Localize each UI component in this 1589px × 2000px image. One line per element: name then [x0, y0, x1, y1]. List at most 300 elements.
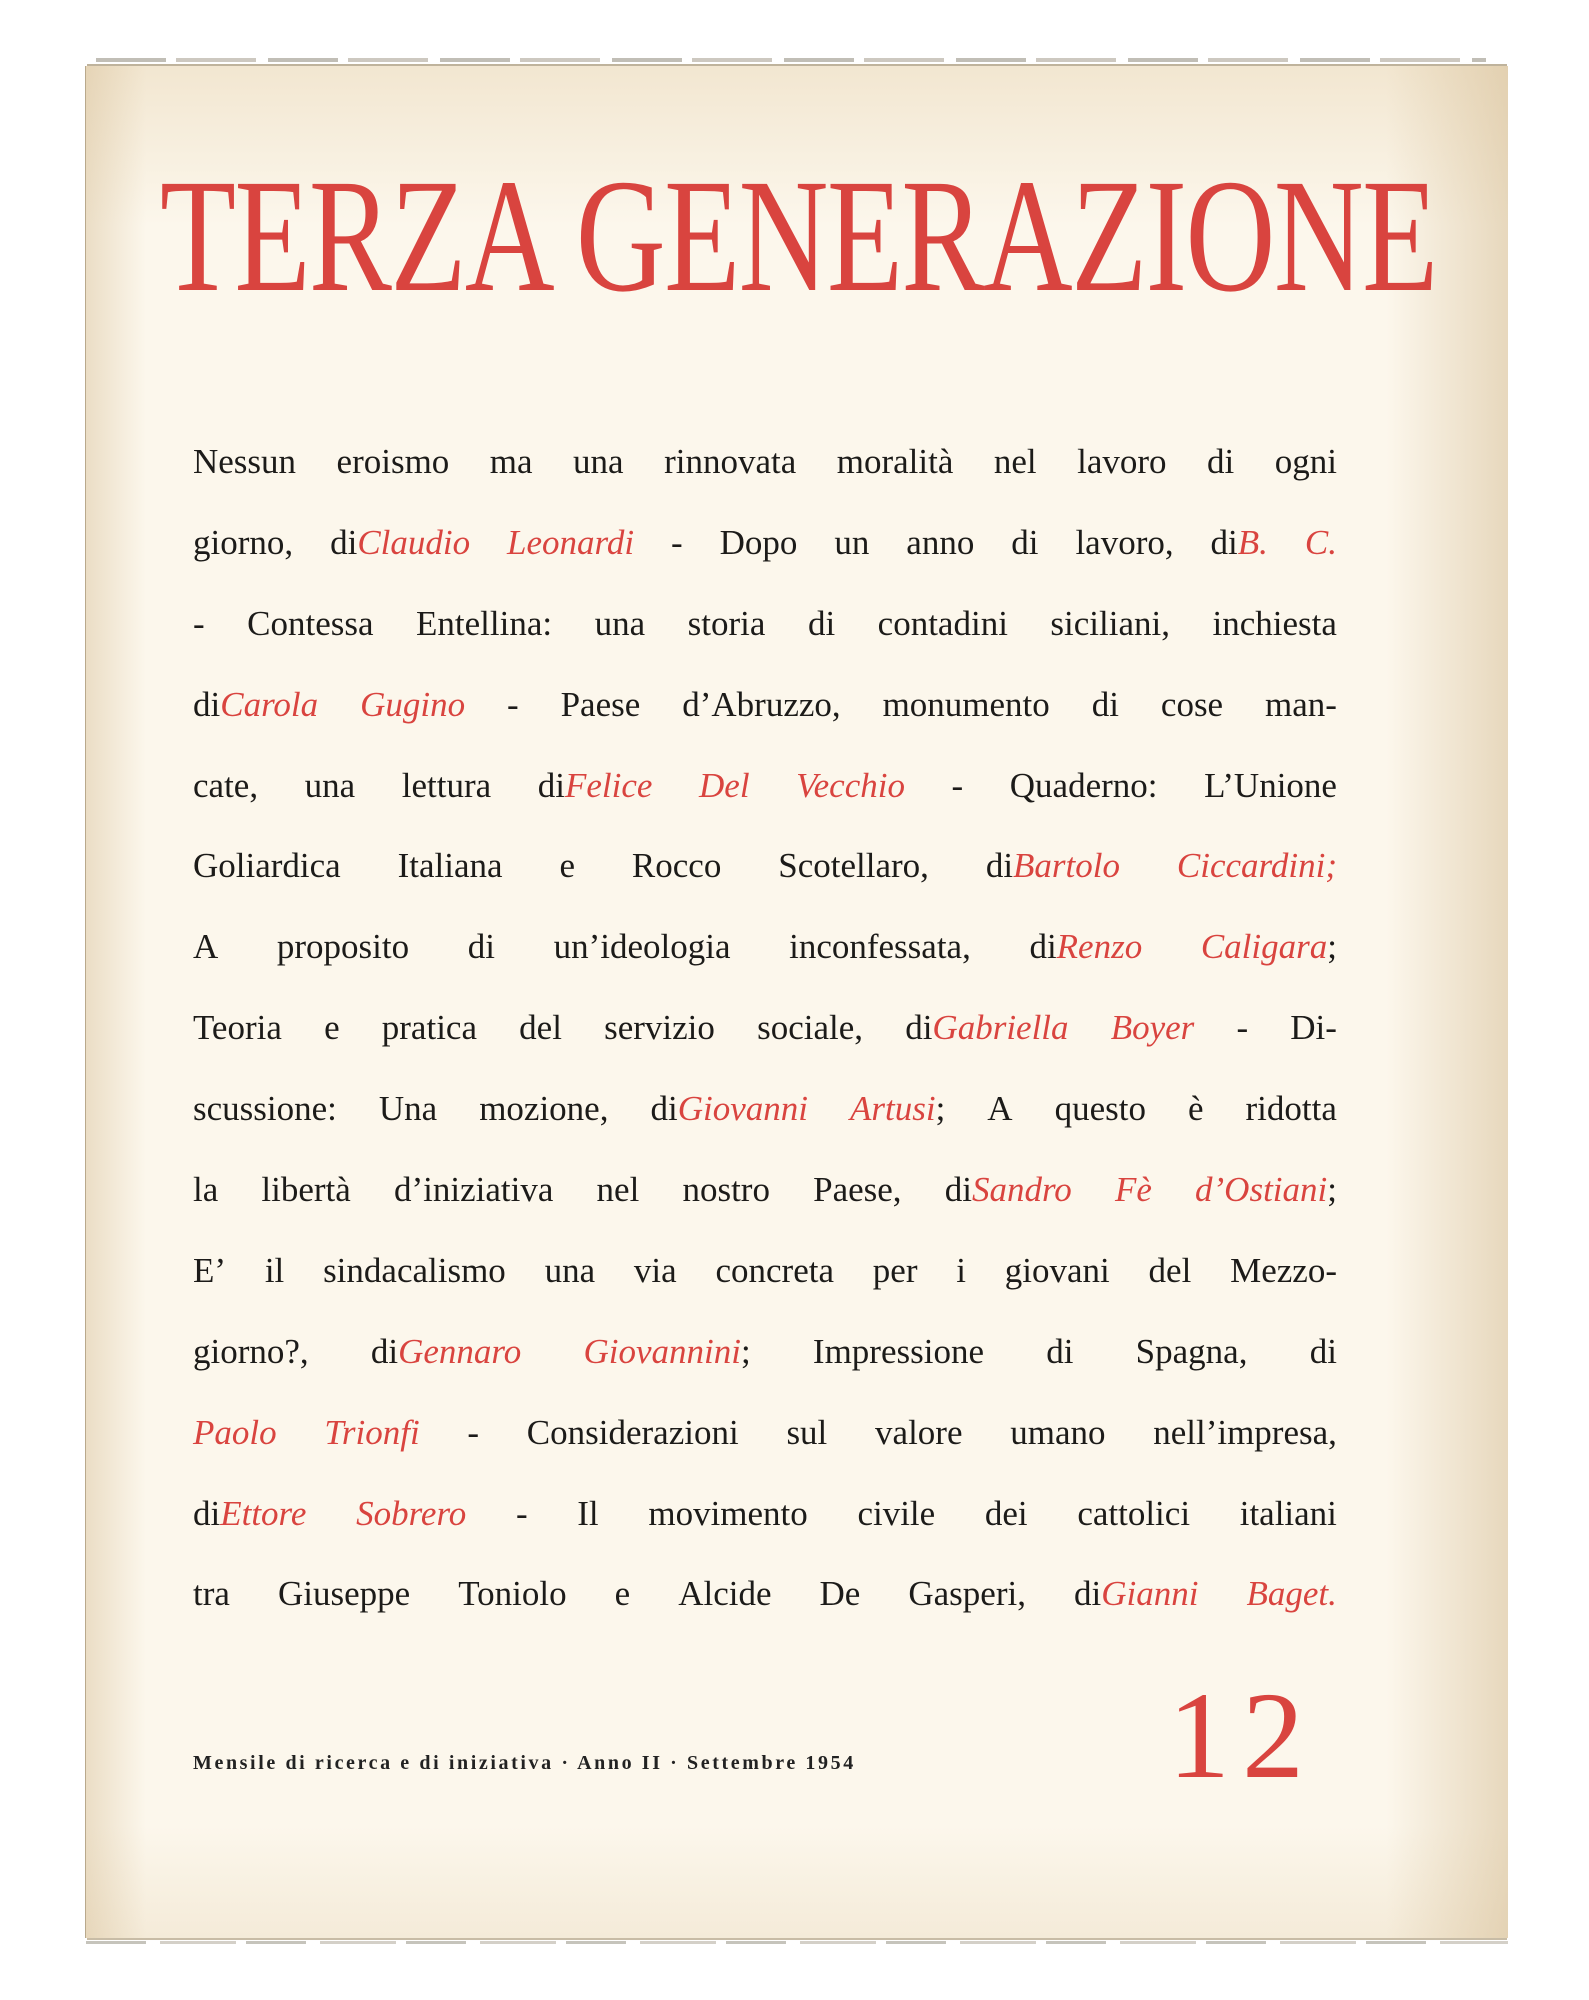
contents-word	[193, 988, 282, 1069]
contents-word	[994, 422, 1037, 503]
article-text: d’iniziativa	[393, 1170, 554, 1210]
article-text: Quaderno:	[1009, 765, 1158, 805]
author-name-word	[1201, 907, 1337, 988]
article-text: Entellina:	[416, 603, 553, 643]
contents-word	[595, 584, 646, 665]
author-name: Paolo	[193, 1412, 277, 1452]
author-name: Ciccardini;	[1176, 846, 1337, 886]
article-text: -	[1236, 1008, 1249, 1048]
article-text: E’	[193, 1250, 227, 1290]
table-of-contents	[193, 422, 1337, 1635]
author-name-word	[371, 1312, 521, 1393]
contents-word	[527, 1393, 739, 1474]
contents-word	[1212, 584, 1336, 665]
contents-word	[479, 1069, 608, 1150]
contents-word	[379, 1069, 437, 1150]
author-name-word	[1211, 503, 1268, 584]
article-text: un’ideologia	[553, 927, 731, 967]
article-text: di	[193, 684, 221, 724]
author-name-word	[193, 665, 318, 746]
author-name: Claudio	[357, 522, 471, 562]
article-text: Toniolo	[458, 1574, 567, 1614]
article-text: Il	[577, 1493, 599, 1533]
contents-word	[952, 746, 964, 827]
article-text: sindacalismo	[323, 1250, 506, 1290]
contents-word	[873, 1231, 918, 1312]
article-text: di	[1011, 522, 1039, 562]
contents-word	[193, 1231, 226, 1312]
article-text: storia	[687, 603, 766, 643]
contents-word	[1075, 503, 1173, 584]
contents-word	[416, 584, 552, 665]
article-text: di	[1029, 927, 1057, 967]
article-text: Rocco	[631, 846, 722, 886]
article-text: e	[614, 1574, 631, 1614]
page-edge-top	[96, 58, 1486, 62]
article-text: man-	[1265, 684, 1337, 724]
author-name: Giovanni	[677, 1089, 808, 1129]
article-text: via	[633, 1250, 677, 1290]
article-text: lavoro,	[1075, 522, 1174, 562]
contents-word	[337, 422, 450, 503]
author-name: Gugino	[360, 684, 466, 724]
contents-word	[1240, 1474, 1337, 1555]
author-name: Leonardi	[507, 522, 635, 562]
article-text: lavoro	[1077, 442, 1167, 481]
contents-word	[1275, 422, 1337, 503]
contents-word	[1230, 1231, 1337, 1312]
contents-word	[193, 1312, 309, 1393]
article-text: di	[985, 846, 1014, 886]
article-text: del	[519, 1008, 562, 1048]
author-name: B.	[1237, 522, 1268, 562]
author-name-word	[583, 1312, 750, 1393]
article-text: inconfessata,	[789, 927, 971, 967]
article-text: per	[872, 1250, 918, 1290]
contents-word	[883, 665, 1050, 746]
contents-word	[519, 988, 562, 1069]
contents-word	[265, 1231, 284, 1312]
article-text: ;	[1327, 1170, 1337, 1210]
author-name: Gennaro	[398, 1331, 522, 1371]
article-text: siciliani,	[1050, 603, 1170, 643]
article-text: una	[594, 603, 646, 643]
article-text: di	[807, 603, 836, 643]
contents-word	[837, 422, 954, 503]
author-name: Gianni	[1101, 1574, 1199, 1614]
contents-line	[193, 988, 1337, 1069]
contents-line	[193, 746, 1337, 827]
article-text: ma	[489, 442, 533, 481]
author-name-word	[330, 503, 470, 584]
contents-word	[193, 826, 341, 907]
contents-word	[875, 1393, 962, 1474]
article-text: cose	[1160, 684, 1224, 724]
contents-word	[193, 1069, 337, 1150]
author-name: Carola	[220, 684, 319, 724]
article-text: Contessa	[247, 603, 374, 643]
contents-word	[305, 746, 356, 827]
author-name: Ettore	[220, 1493, 307, 1533]
contents-word	[193, 907, 218, 988]
article-text: rinnovata	[664, 442, 797, 481]
contents-word	[682, 1150, 770, 1231]
article-text: ogni	[1274, 442, 1337, 481]
contents-word	[467, 1393, 479, 1474]
author-name-word	[1305, 503, 1337, 584]
author-name: Felice	[565, 765, 653, 805]
contents-word	[678, 1554, 771, 1635]
author-name: Del	[699, 765, 750, 805]
article-text: la	[193, 1170, 219, 1210]
article-text: A	[193, 927, 219, 967]
article-text: ridotta	[1245, 1089, 1337, 1129]
author-name-word	[1195, 1150, 1337, 1231]
article-text: Teoria	[193, 1008, 282, 1048]
author-name: Giovannini	[583, 1331, 741, 1371]
author-name-word	[538, 746, 653, 827]
article-text: De	[819, 1574, 861, 1614]
article-text: italiani	[1239, 1493, 1337, 1533]
contents-word	[261, 1150, 350, 1231]
article-text: di	[1046, 1331, 1074, 1371]
contents-word	[597, 1150, 640, 1231]
article-text: di	[330, 522, 358, 562]
article-text: Scotellaro,	[778, 846, 929, 886]
author-name: Artusi	[849, 1089, 936, 1129]
contents-word	[857, 1474, 935, 1555]
article-text: cattolici	[1077, 1493, 1191, 1533]
contents-word	[247, 584, 373, 665]
contents-word	[1188, 1069, 1204, 1150]
contents-word	[468, 907, 495, 988]
contents-word	[1011, 503, 1038, 584]
author-name: Caligara	[1200, 927, 1328, 967]
contents-word	[786, 1393, 827, 1474]
author-name: Fè	[1114, 1170, 1152, 1210]
article-text: proposito	[276, 927, 410, 967]
contents-line	[193, 1393, 1337, 1474]
contents-word	[778, 826, 929, 907]
article-text: servizio	[604, 1008, 715, 1048]
contents-word	[906, 503, 974, 584]
author-name: Renzo	[1056, 927, 1143, 967]
article-text: pratica	[381, 1008, 477, 1048]
contents-word	[458, 1554, 566, 1635]
issue-number: 12	[1168, 1667, 1316, 1804]
article-text: giovani	[1004, 1250, 1110, 1290]
author-name-word	[796, 746, 905, 827]
article-text: movimento	[648, 1493, 808, 1533]
article-text: Dopo	[719, 522, 798, 562]
contents-word	[834, 503, 869, 584]
contents-word	[398, 826, 503, 907]
article-text: Gasperi,	[908, 1574, 1026, 1614]
article-text: dei	[984, 1493, 1028, 1533]
contents-line	[193, 503, 1337, 584]
author-name: Trionfi	[324, 1412, 420, 1452]
author-name-word	[1115, 1150, 1152, 1231]
contents-word	[490, 422, 533, 503]
author-name: Sobrero	[356, 1493, 467, 1533]
contents-word	[193, 746, 258, 827]
article-text: -	[193, 603, 205, 643]
contents-word	[813, 1312, 984, 1393]
magazine-title	[160, 147, 1437, 326]
contents-word	[1149, 1231, 1192, 1312]
article-text: di	[944, 1170, 972, 1210]
article-text: A	[987, 1089, 1013, 1129]
author-name-word	[193, 1393, 277, 1474]
article-text: una	[544, 1250, 596, 1290]
author-name-word	[1177, 826, 1337, 907]
contents-line	[193, 1312, 1337, 1393]
article-text: umano	[1010, 1412, 1106, 1452]
article-text: -	[507, 684, 519, 724]
contents-word	[820, 1554, 861, 1635]
article-text: valore	[875, 1412, 963, 1452]
contents-word	[715, 1231, 834, 1312]
contents-word	[193, 1150, 218, 1231]
contents-word	[757, 988, 863, 1069]
contents-word	[985, 1474, 1028, 1555]
contents-word	[193, 1554, 230, 1635]
contents-word	[789, 907, 971, 988]
contents-word	[1136, 1312, 1248, 1393]
article-text: cate,	[193, 765, 259, 805]
article-text: tra	[193, 1574, 230, 1614]
contents-word	[402, 746, 491, 827]
article-text: giorno?,	[193, 1331, 309, 1371]
contents-line	[193, 1231, 1337, 1312]
contents-word	[908, 1554, 1026, 1635]
article-text: Paese,	[813, 1170, 902, 1210]
contents-word	[1207, 422, 1234, 503]
article-text: nell’impresa,	[1153, 1412, 1337, 1452]
contents-word	[878, 584, 1008, 665]
article-text: lettura	[401, 765, 492, 805]
contents-word	[664, 422, 796, 503]
article-text: Goliardica	[193, 846, 341, 886]
author-name: C.	[1304, 522, 1337, 562]
contents-word	[323, 1231, 506, 1312]
article-text: Mezzo-	[1230, 1250, 1337, 1290]
article-text: di	[1091, 684, 1119, 724]
article-text: una	[573, 442, 624, 481]
article-text: di	[1207, 442, 1235, 481]
magazine-cover	[86, 66, 1508, 1938]
article-text: eroismo	[336, 442, 450, 481]
article-text: L’Unione	[1204, 765, 1337, 805]
contents-word	[545, 1231, 596, 1312]
article-text: libertà	[261, 1170, 351, 1210]
article-text: inchiesta	[1212, 603, 1337, 643]
article-text: anno	[906, 522, 975, 562]
contents-word	[808, 584, 835, 665]
contents-word	[1265, 665, 1337, 746]
article-text: concreta	[715, 1250, 834, 1290]
contents-word	[577, 1474, 598, 1555]
contents-word	[394, 1150, 553, 1231]
article-text: il	[264, 1250, 285, 1290]
contents-word	[559, 826, 575, 907]
author-name: Boyer	[1110, 1008, 1195, 1048]
contents-line	[193, 1069, 1337, 1150]
article-text: Impressione	[812, 1331, 984, 1371]
article-text: una	[304, 765, 356, 805]
article-text: d’Abruzzo,	[682, 684, 841, 724]
article-text: ;	[1327, 927, 1337, 967]
author-name-word	[1029, 907, 1142, 988]
article-text: Di-	[1290, 1008, 1337, 1048]
contents-word	[1046, 1312, 1073, 1393]
contents-word	[1050, 584, 1170, 665]
article-text: di	[370, 1331, 399, 1371]
article-text: nostro	[682, 1170, 770, 1210]
contents-word	[813, 1150, 901, 1231]
article-text: monumento	[882, 684, 1050, 724]
article-text: nel	[993, 442, 1037, 481]
article-text: nel	[596, 1170, 640, 1210]
article-text: di	[905, 1008, 933, 1048]
contents-word	[507, 665, 519, 746]
contents-line	[193, 1150, 1337, 1231]
article-text: di	[1309, 1331, 1337, 1371]
contents-word	[634, 1231, 677, 1312]
contents-word	[987, 1069, 1012, 1150]
article-text: Nessun	[193, 442, 297, 481]
footer-tagline: Mensile di ricerca e di iniziativa · Anno II · Settembre 1954	[193, 1752, 856, 1774]
article-text: di	[537, 765, 565, 805]
contents-word	[1005, 1231, 1110, 1312]
author-name: Gabriella	[932, 1008, 1069, 1048]
author-name-word	[986, 826, 1120, 907]
contents-line	[193, 826, 1337, 907]
article-text: contadini	[877, 603, 1008, 643]
article-text: ;	[740, 1331, 751, 1371]
contents-word	[1153, 1393, 1337, 1474]
magazine-title-text: TERZA GENERAZIONE	[160, 147, 1437, 326]
author-name-word	[945, 1150, 1072, 1231]
article-text: del	[1148, 1250, 1192, 1290]
contents-line	[193, 665, 1337, 746]
contents-word	[632, 826, 721, 907]
contents-word	[1077, 422, 1166, 503]
contents-word	[554, 907, 731, 988]
article-text: mozione,	[479, 1089, 609, 1129]
contents-word	[1204, 746, 1337, 827]
page-edge-bottom	[86, 1941, 1508, 1944]
article-text: è	[1187, 1089, 1204, 1129]
article-text: Considerazioni	[526, 1412, 739, 1452]
author-name: Bartolo	[1013, 846, 1120, 886]
contents-word	[1310, 1312, 1337, 1393]
contents-line	[193, 422, 1337, 503]
author-name-word	[360, 665, 465, 746]
article-text: di	[193, 1493, 221, 1533]
author-name-word	[356, 1474, 466, 1555]
contents-word	[648, 1474, 807, 1555]
article-text: Giuseppe	[277, 1574, 411, 1614]
contents-word	[604, 988, 715, 1069]
article-text: e	[559, 846, 576, 886]
article-text: un	[834, 522, 870, 562]
author-name-word	[193, 1474, 306, 1555]
author-name-word	[324, 1393, 419, 1474]
article-text: di	[467, 927, 495, 967]
contents-word	[1246, 1069, 1337, 1150]
article-text: Spagna,	[1135, 1331, 1248, 1371]
contents-word	[671, 503, 683, 584]
article-text: sociale,	[757, 1008, 864, 1048]
author-name: d’Ostiani	[1195, 1170, 1328, 1210]
contents-word	[324, 988, 340, 1069]
article-text: i	[956, 1250, 966, 1290]
contents-word	[277, 907, 409, 988]
author-name-word	[905, 988, 1068, 1069]
article-text: moralità	[836, 442, 954, 481]
contents-line	[193, 584, 1337, 665]
author-name-word	[1111, 988, 1195, 1069]
contents-line	[193, 1474, 1337, 1555]
contents-word	[956, 1231, 966, 1312]
contents-word	[1161, 665, 1223, 746]
contents-word	[193, 503, 293, 584]
contents-word	[193, 584, 205, 665]
article-text: di	[650, 1089, 678, 1129]
contents-word	[1010, 746, 1158, 827]
contents-word	[382, 988, 477, 1069]
contents-word	[688, 584, 766, 665]
contents-word	[193, 422, 296, 503]
author-name-word	[1247, 1554, 1337, 1635]
article-text: civile	[857, 1493, 936, 1533]
contents-word	[1092, 665, 1119, 746]
article-text: di	[1074, 1574, 1102, 1614]
contents-word	[516, 1474, 528, 1555]
contents-word	[278, 1554, 410, 1635]
author-name-word	[507, 503, 634, 584]
contents-word	[561, 665, 641, 746]
author-name-word	[1074, 1554, 1198, 1635]
article-text: Una	[378, 1089, 438, 1129]
contents-word	[1055, 1069, 1146, 1150]
contents-word	[1290, 988, 1337, 1069]
article-text: scussione:	[193, 1089, 337, 1129]
article-text: -	[671, 522, 683, 562]
article-text: giorno,	[193, 522, 294, 562]
contents-word	[573, 422, 624, 503]
article-text: ;	[935, 1089, 946, 1129]
article-text: sul	[786, 1412, 828, 1452]
contents-line	[193, 1554, 1337, 1635]
article-text: -	[467, 1412, 480, 1452]
author-name: Vecchio	[796, 765, 905, 805]
contents-word	[1010, 1393, 1105, 1474]
article-text: -	[515, 1493, 528, 1533]
contents-line	[193, 907, 1337, 988]
article-text: -	[951, 765, 964, 805]
contents-word	[1077, 1474, 1190, 1555]
article-text: questo	[1054, 1089, 1146, 1129]
article-text: Alcide	[678, 1574, 772, 1614]
author-name-word	[699, 746, 750, 827]
contents-word	[682, 665, 840, 746]
author-name-word	[850, 1069, 945, 1150]
article-text: Paese	[560, 684, 641, 724]
contents-word	[615, 1554, 631, 1635]
article-text: e	[324, 1008, 340, 1048]
